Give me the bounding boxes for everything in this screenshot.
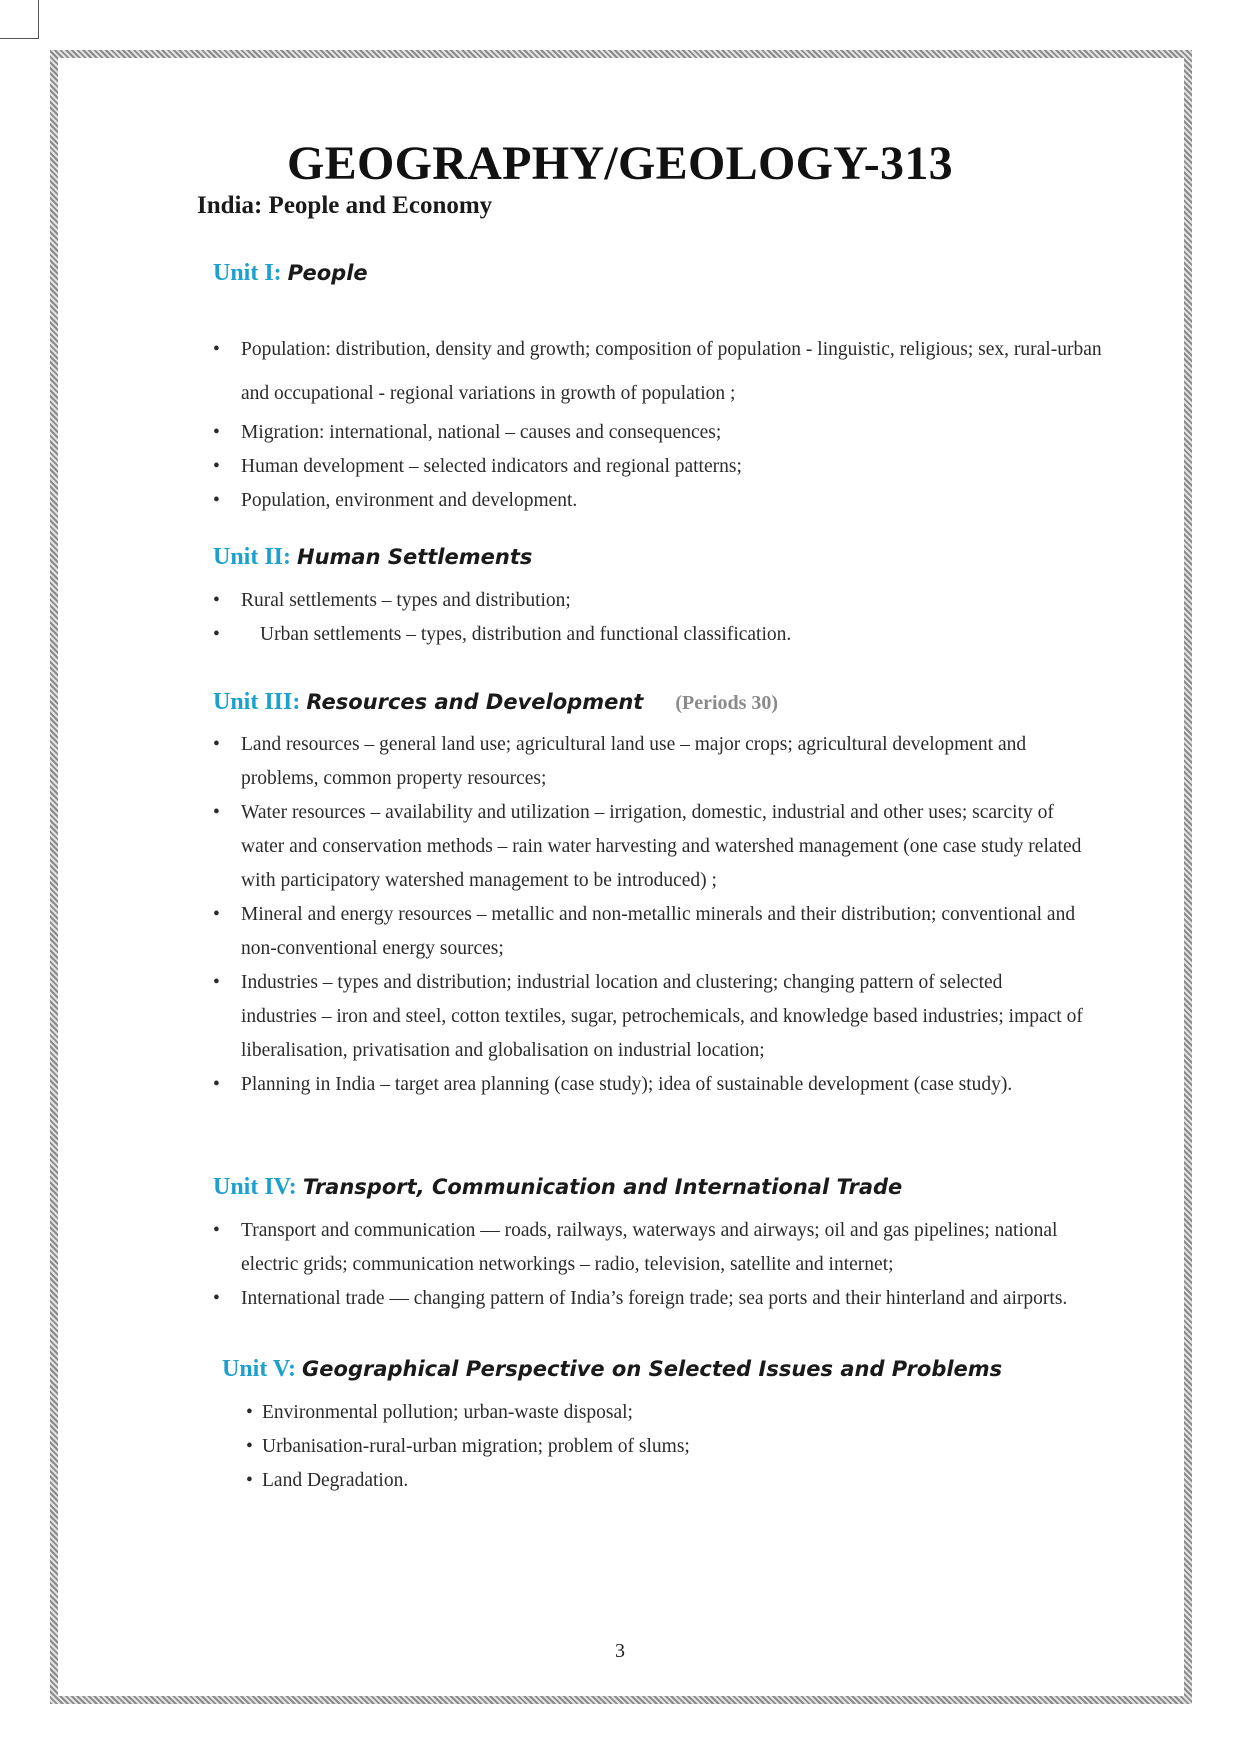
unit-1-heading — [213, 260, 368, 287]
unit-1-title: People — [287, 261, 368, 285]
topic-text: Migration: international, national – causes and consequences; — [241, 422, 722, 443]
bullet-icon: • — [246, 1436, 253, 1457]
unit-1-label: Unit I: — [213, 260, 282, 286]
bullet-icon: • — [213, 624, 220, 645]
unit-1-topic-item — [213, 484, 1113, 518]
unit-3-heading — [213, 689, 778, 716]
unit-3-topic-item — [213, 796, 1083, 898]
unit-2-heading — [213, 544, 532, 571]
unit-3-topic-list — [213, 728, 1083, 1102]
topic-text: Human development – selected indicators and regional patterns; — [241, 456, 742, 477]
unit-2-topic-item — [213, 584, 1093, 618]
unit-3-topic-item — [213, 1068, 1083, 1102]
unit-2-topic-item — [213, 618, 1093, 652]
unit-5-label: Unit V: — [222, 1356, 297, 1382]
bullet-icon: • — [213, 972, 220, 993]
bullet-icon: • — [213, 734, 220, 755]
unit-4-topic-list — [213, 1214, 1083, 1316]
unit-5-topic-item — [246, 1396, 1046, 1430]
unit-3-title: Resources and Development — [306, 690, 644, 714]
topic-text: Urbanisation-rural-urban migration; problem of slums; — [262, 1436, 690, 1457]
bullet-icon: • — [213, 590, 220, 611]
topic-text: Land Degradation. — [262, 1470, 409, 1491]
topic-text: Population: distribution, density and growth; composition of population - linguistic, religious; sex, rural-urban and occupational - regional variations in growth of population ; — [241, 339, 1102, 404]
bullet-icon: • — [213, 904, 220, 925]
unit-4-title: Transport, Communication and International Trade — [302, 1175, 903, 1199]
unit-1-topic-item — [213, 450, 1113, 484]
bullet-icon: • — [246, 1470, 253, 1491]
unit-3-topic-item — [213, 728, 1083, 796]
unit-2-topic-list — [213, 584, 1093, 652]
unit-3-topic-item — [213, 966, 1083, 1068]
topic-text: Urban settlements – types, distribution and functional classification. — [260, 624, 792, 645]
unit-4-label: Unit IV: — [213, 1174, 297, 1200]
unit-4-topic-item — [213, 1214, 1083, 1282]
topic-text: Land resources – general land use; agricultural land use – major crops; agricultural development and problems, common property resources; — [241, 734, 1027, 789]
unit-5-topic-list — [246, 1396, 1046, 1498]
unit-3-label: Unit III: — [213, 689, 301, 715]
bullet-icon: • — [213, 1220, 220, 1241]
unit-1-topic-item — [213, 416, 1113, 450]
page-number: 3 — [615, 1640, 625, 1662]
unit-5-heading — [222, 1356, 1002, 1383]
topic-text: Industries – types and distribution; industrial location and clustering; changing pattern of selected industries – iron and steel, cotton textiles, sugar, petrochemicals, and knowledge based industries; impact of liberalisation, privatisation and globalisation on industrial location; — [241, 972, 1083, 1061]
unit-5-topic-item — [246, 1464, 1046, 1498]
bullet-icon: • — [213, 802, 220, 823]
unit-3-topic-item — [213, 898, 1083, 966]
bullet-icon: • — [213, 339, 220, 360]
topic-text: Planning in India – target area planning (case study); idea of sustainable development (case study). — [241, 1074, 1013, 1095]
page-title: GEOGRAPHY/GEOLOGY-313 — [287, 137, 953, 190]
topic-text: Rural settlements – types and distribution; — [241, 590, 571, 611]
unit-2-title: Human Settlements — [297, 545, 533, 569]
bullet-icon: • — [213, 1074, 220, 1095]
topic-text: International trade — changing pattern of India’s foreign trade; sea ports and their hinterland and airports. — [241, 1288, 1068, 1309]
unit-2-label: Unit II: — [213, 544, 292, 570]
page-subtitle: India: People and Economy — [197, 192, 493, 219]
topic-text: Mineral and energy resources – metallic and non-metallic minerals and their distribution; conventional and non-conventional energy sources; — [241, 904, 1076, 959]
unit-5-topic-item — [246, 1430, 1046, 1464]
topic-text: Population, environment and development. — [241, 490, 578, 511]
topic-text: Transport and communication — roads, railways, waterways and airways; oil and gas pipelines; national electric grids; communication networkings – radio, television, satellite and internet; — [241, 1220, 1058, 1275]
bullet-icon: • — [213, 1288, 220, 1309]
unit-3-periods: (Periods 30) — [675, 692, 779, 714]
unit-4-heading — [213, 1174, 902, 1201]
topic-text: Water resources – availability and utilization – irrigation, domestic, industrial and other uses; scarcity of water and conservation methods – rain water harvesting and watershed management (one case study related with participatory watershed management to be introduced) ; — [241, 802, 1082, 891]
unit-1-topic-item — [213, 328, 1113, 416]
unit-5-title: Geographical Perspective on Selected Issues and Problems — [302, 1357, 1003, 1381]
bullet-icon: • — [213, 422, 220, 443]
bullet-icon: • — [213, 456, 220, 477]
bullet-icon: • — [213, 490, 220, 511]
unit-1-topic-list — [213, 328, 1113, 518]
topic-text: Environmental pollution; urban-waste disposal; — [262, 1402, 633, 1423]
bullet-icon: • — [246, 1402, 253, 1423]
unit-4-topic-item — [213, 1282, 1083, 1316]
